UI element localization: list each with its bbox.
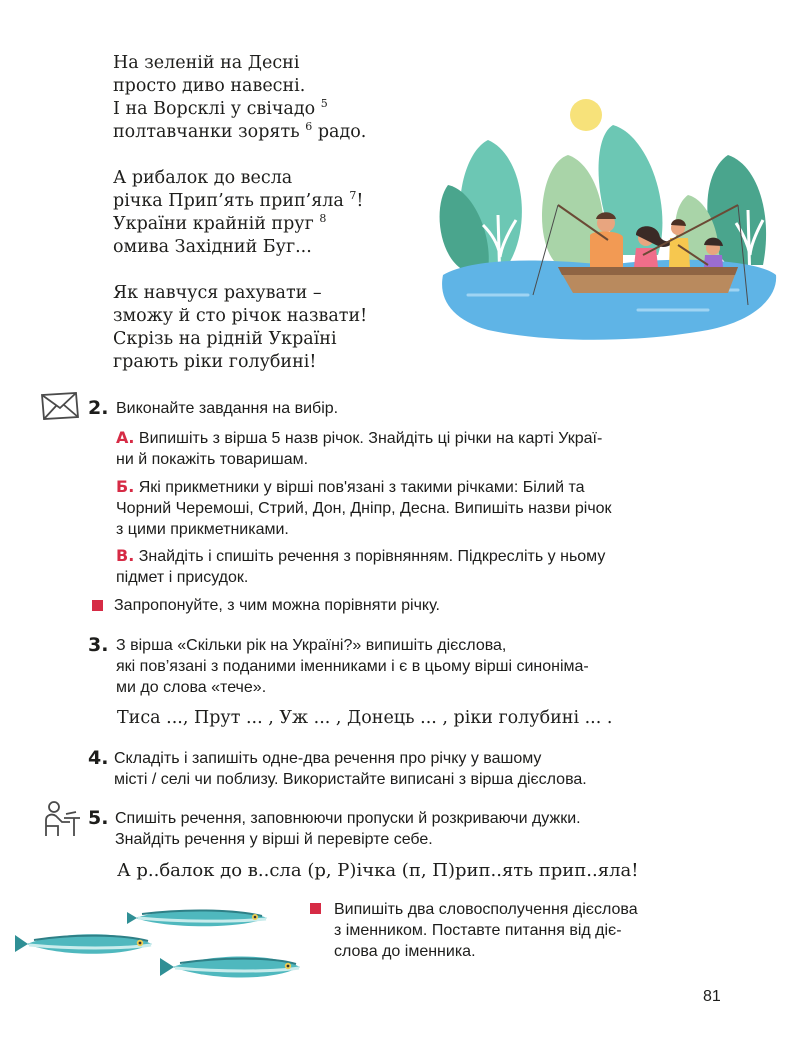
- poem-text: радо.: [317, 122, 367, 142]
- poem-line: просто диво навесні.: [113, 76, 306, 96]
- option-text: Знайдіть і спишіть речення з порівнянням. Підкресліть у ньому: [138, 548, 606, 565]
- option-letter: Б.: [116, 477, 135, 496]
- option-letter: А.: [116, 428, 135, 447]
- task-5-instruction: [115, 808, 755, 850]
- option-line: [116, 427, 756, 449]
- task-number: 4.: [88, 747, 109, 769]
- fish-icon: [15, 934, 152, 954]
- task-number: 5.: [88, 807, 109, 829]
- task-2-instruction: Виконайте завдання на вибір.: [116, 400, 339, 417]
- task-line: Складіть і запишіть одне-два речення про річку у вашому: [114, 750, 542, 767]
- task-number: 3.: [88, 634, 109, 656]
- task-4-instruction: [114, 748, 754, 790]
- task-5-example: А р..балок до в..сла (р, Р)ічка (п, П)рип..ять прип..яла!: [117, 860, 639, 881]
- poem-text: полтавчанки зорять: [113, 122, 300, 142]
- option-line: [116, 476, 766, 498]
- task-line: які пов’язані з поданими іменниками і є в цьому вірші синоніма-: [116, 658, 589, 675]
- footnote-mark: 5: [320, 97, 328, 111]
- task-3-example: Тиса ..., Прут ... , Уж ... , Донець ... , ріки голубині ... .: [117, 708, 613, 728]
- envelope-icon: [40, 391, 80, 421]
- poem-line: грають ріки голубині!: [113, 352, 317, 372]
- fishing-family-illustration: [438, 95, 778, 345]
- task-line: Спишіть речення, заповнюючи пропуски й розкриваючи дужки.: [115, 810, 581, 827]
- poem-line: зможу й сто річок назвати!: [113, 306, 368, 326]
- poem-stanza-2: [113, 167, 433, 259]
- task-line: З вірша «Скільки рік на Україні?» випишіть дієслова,: [116, 637, 507, 654]
- poem-text: !: [356, 191, 364, 211]
- footnote-mark: 7: [349, 189, 357, 203]
- task-2-option-c: [116, 545, 756, 588]
- option-line: підмет і присудок.: [116, 569, 249, 586]
- task-line: місті / селі чи поблизу. Використайте виписані з вірша дієслова.: [114, 771, 587, 788]
- poem-line: [113, 190, 433, 213]
- fish-icon: [160, 956, 300, 977]
- poem-line: омива Західний Буг...: [113, 237, 312, 257]
- option-text: Випишіть з вірша 5 назв річок. Знайдіть ці річки на карті Украї-: [138, 430, 603, 447]
- option-line: з цими прикметниками.: [116, 521, 289, 538]
- poem-stanza-1: [113, 52, 433, 144]
- task-number: 2.: [88, 397, 109, 419]
- task-line: слова до іменника.: [334, 943, 476, 960]
- student-at-desk-icon: [40, 800, 82, 838]
- task-3-instruction: [116, 635, 756, 698]
- option-line: Чорний Черемоші, Стрий, Дон, Дніпр, Десна. Випишіть назви річок: [116, 500, 612, 517]
- poem-line: Як навчуся рахувати –: [113, 283, 322, 303]
- poem-text: І на Ворсклі у свічадо: [113, 99, 316, 119]
- fish-icon: [127, 910, 267, 927]
- poem: [113, 52, 433, 397]
- poem-line: [113, 213, 433, 236]
- fish-illustration: [12, 900, 302, 1000]
- poem-stanza-3: [113, 282, 433, 374]
- poem-line: А рибалок до весла: [113, 168, 293, 188]
- option-line: [116, 545, 756, 567]
- task-2-option-b: [116, 476, 766, 540]
- task-5-bullet: [334, 899, 734, 962]
- task-line: Знайдіть речення у вірші й перевірте себе.: [115, 831, 433, 848]
- bullet-square-icon: [92, 600, 103, 611]
- option-letter: В.: [116, 546, 135, 565]
- task-2-bullet: Запропонуйте, з чим можна порівняти річку.: [114, 597, 440, 614]
- page-number: 81: [703, 988, 721, 1005]
- option-text: Які прикметники у вірші пов'язані з такими річками: Білий та: [138, 479, 585, 496]
- poem-text: України крайній пруг: [113, 214, 314, 234]
- poem-line: [113, 121, 433, 144]
- poem-line: Скрізь на рідній Україні: [113, 329, 337, 349]
- option-line: ни й покажіть товаришам.: [116, 451, 309, 468]
- task-2-option-a: [116, 427, 756, 470]
- footnote-mark: 6: [305, 120, 313, 134]
- footnote-mark: 8: [319, 212, 327, 226]
- task-line: з іменником. Поставте питання від діє-: [334, 922, 622, 939]
- poem-line: На зеленій на Десні: [113, 53, 300, 73]
- poem-line: [113, 98, 433, 121]
- poem-text: річка Прип’ять прип’яла: [113, 191, 344, 211]
- bullet-square-icon: [310, 903, 321, 914]
- task-line: Випишіть два словосполучення дієслова: [334, 901, 638, 918]
- task-line: ми до слова «тече».: [116, 679, 267, 696]
